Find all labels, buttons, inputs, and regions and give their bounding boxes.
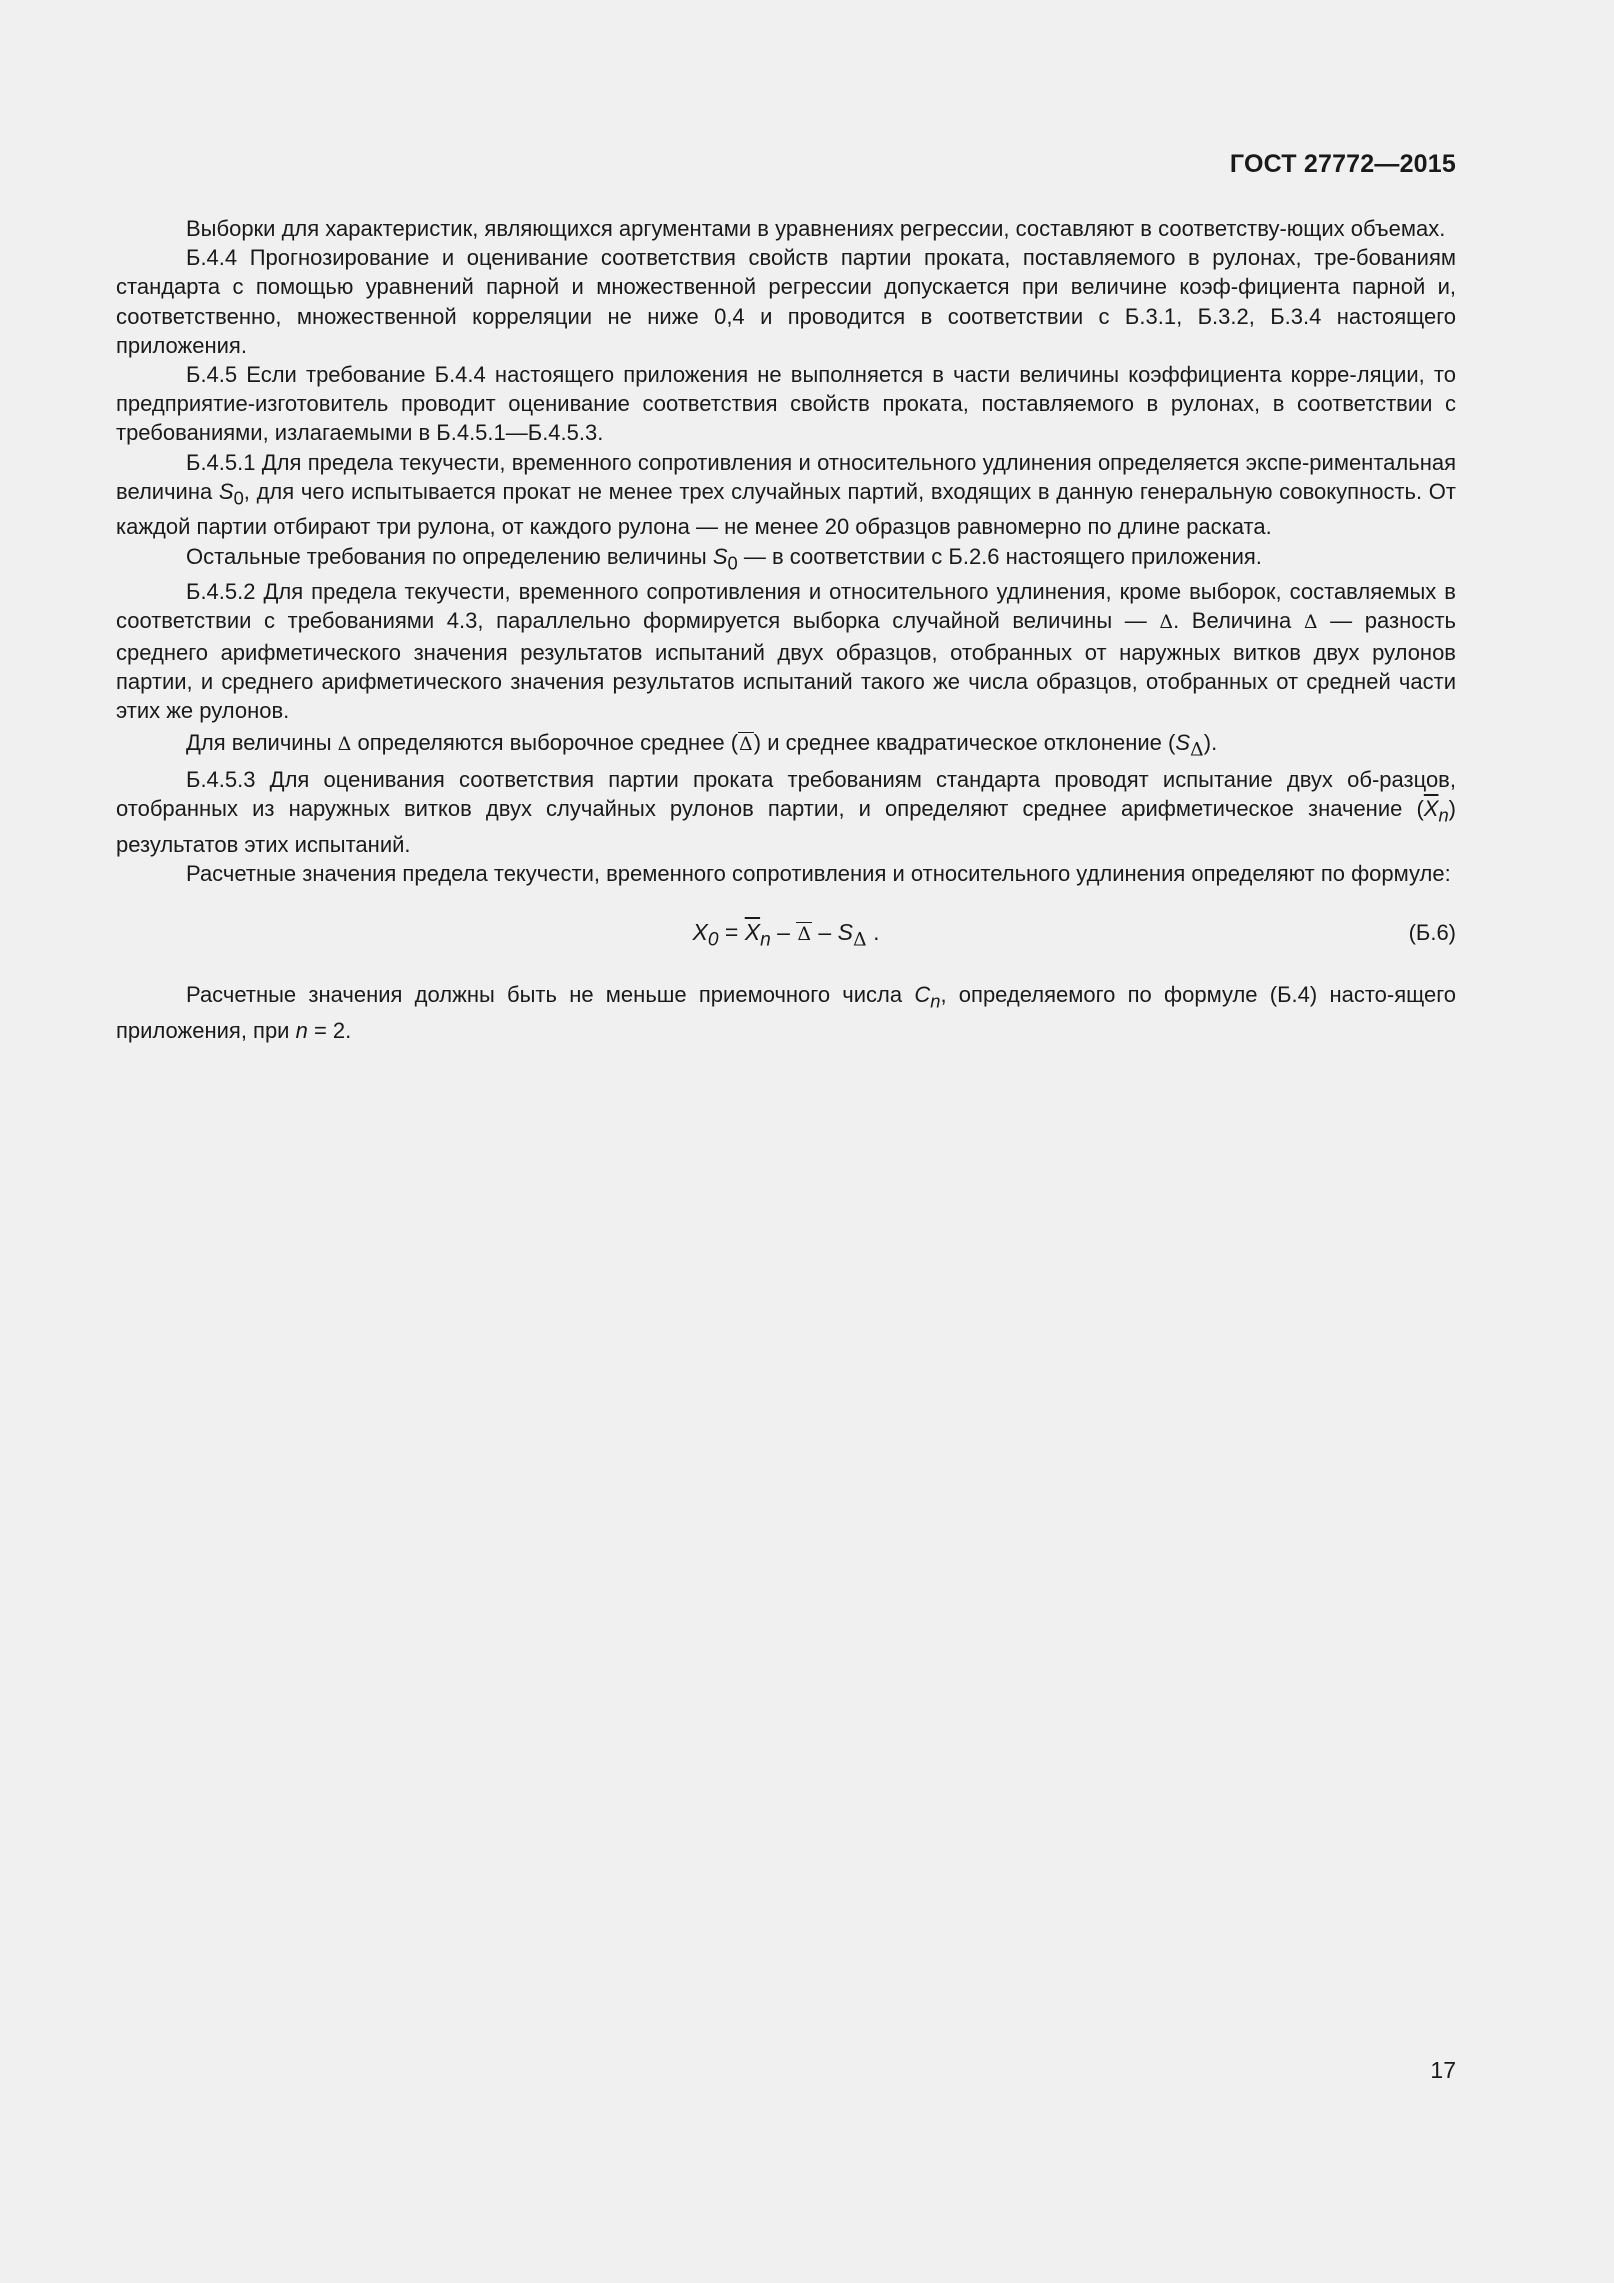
page-number: 17 xyxy=(1430,2057,1456,2083)
symbol-delta: Δ xyxy=(337,733,352,756)
subscript-n: n xyxy=(1438,804,1449,826)
paragraph-samples: Выборки для характеристик, являющихся аргументами в уравнениях регрессии, составляют в соответству-ющих объемах. xyxy=(186,216,1446,241)
paragraph-b-4-4: Б.4.4 Прогнозирование и оценивание соответствия свойств партии проката, поставляемого в рулонах, тре-бованиям стандарта с помощью уравнений парной и множественной регрессии допускается при величине коэф-фициента парной и, соответственно, множественной корреляции не ниже 0,4 и проводится в соответствии с Б.3.1, Б.3.2, Б.3.4 настоящего приложения. xyxy=(116,245,1456,358)
symbol-n: n xyxy=(295,1017,308,1043)
symbol-delta-mean: Δ xyxy=(739,733,753,756)
symbol-delta: Δ xyxy=(1303,611,1318,634)
paragraph-s0-requirements: Остальные требования по определению величины $S_0$ — в соответствии с Б.2.6 настоящего приложения. xyxy=(186,543,1262,574)
symbol-s: S xyxy=(712,543,728,569)
subscript-n: n xyxy=(930,990,941,1012)
symbol-s: S xyxy=(1175,730,1191,756)
paragraph-delta-statistics: Для величины Δ определяются выборочное среднее (Δ) и среднее квадратическое отклонение $(S_\Delta)$. xyxy=(186,730,1218,761)
symbol-x-mean: $\overline{X}$ xyxy=(1423,796,1439,822)
subscript-zero: 0 xyxy=(233,487,244,509)
symbol-c: C xyxy=(914,982,931,1008)
document-body xyxy=(116,214,1456,1045)
subscript-zero: 0 xyxy=(727,552,738,574)
paragraph-acceptance-number: Расчетные значения должны быть не меньше приемочного числа $C_n$, определяемого по формуле (Б.4) насто-ящего приложения, при n = 2. xyxy=(116,982,1456,1043)
subscript-delta: Δ xyxy=(1190,738,1204,761)
paragraph-b-4-5: Б.4.5 Если требование Б.4.4 настоящего приложения не выполняется в части величины коэффициента корре-ляции, то предприятие-изготовитель проводит оценивание соответствия свойств проката, поставляемого в рулонах, в соответствии с требованиями, излагаемыми в Б.4.5.1—Б.4.5.3. xyxy=(116,362,1456,446)
formula-b6: $X_0 = \overline{X}_n - \Delta - S_\Delta$ . xyxy=(692,919,880,951)
symbol-delta: Δ xyxy=(1159,611,1174,634)
symbol-s: S xyxy=(218,478,234,504)
paragraph-formula-intro: Расчетные значения предела текучести, временного сопротивления и относительного удлинения определяют по формуле: xyxy=(186,860,1451,886)
document-number: ГОСТ 27772—2015 xyxy=(1229,150,1456,178)
paragraph-b-4-5-2: Б.4.5.2 Для предела текучести, временного сопротивления и относительного удлинения, кроме выборок, составляемых в соответствии с требованиями 4.3, параллельно формируется выборка случайной величины — Δ. Величина Δ — разность среднего арифметического значения результатов испытаний двух образцов, отобранных от наружных витков двух рулонов партии, и среднего арифметического значения результатов испытаний такого же числа образцов, отобранных от средней части этих же рулонов. xyxy=(116,579,1456,724)
paragraph-b-4-5-1: Б.4.5.1 Для предела текучести, временного сопротивления и относительного удлинения определяется экспе-риментальная величина $S_0$, для чего испытывается прокат не менее трех случайных партий, входящих в данную генеральную совокупность. От каждой партии отбирают три рулона, от каждого рулона — не менее 20 образцов равномерно по длине раската. xyxy=(116,449,1456,540)
formula-row xyxy=(116,916,1456,952)
paragraph-b-4-5-3: Б.4.5.3 Для оценивания соответствия партии проката требованиям стандарта проводят испытание двух об-разцов, отобранных из наружных витков двух случайных рулонов партии, и определяют среднее арифметическое значение $(\overline{X}_n)$ результатов этих испытаний. xyxy=(116,766,1456,857)
formula-number: (Б.6) xyxy=(1408,920,1456,946)
